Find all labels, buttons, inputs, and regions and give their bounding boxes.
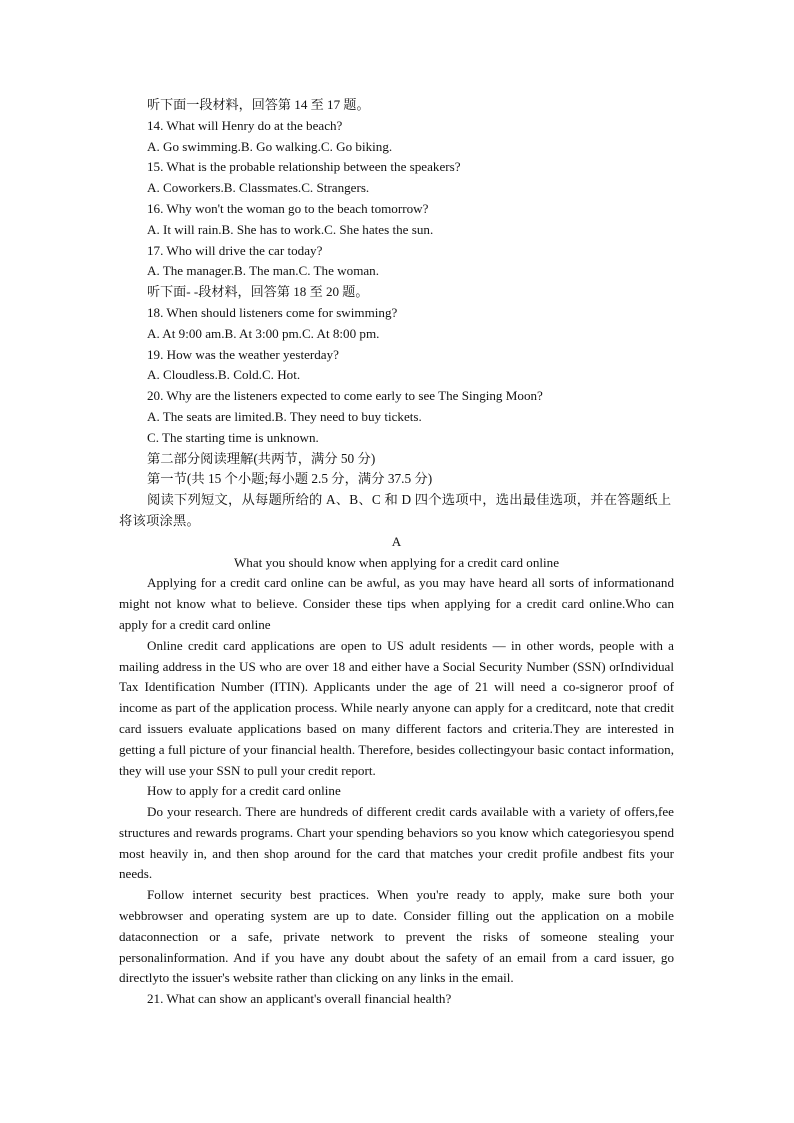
question-16-options: A. It will rain.B. She has to work.C. She hates the sun. bbox=[147, 221, 434, 237]
passage-paragraph-1: Applying for a credit card online can be awful, as you may have heard all sorts of informationand might not know what to believe. Consider these tips when applying for a credit card online.Who can apply for a credit card online bbox=[119, 575, 674, 632]
question-19: 19. How was the weather yesterday? bbox=[147, 346, 339, 362]
question-14: 14. What will Henry do at the beach? bbox=[147, 117, 343, 133]
listening-intro-14-17: 听下面一段材料，回答第 14 至 17 题。 bbox=[147, 97, 370, 112]
reading-section-title: 第一节(共 15 个小题;每小题 2.5 分，满分 37.5 分) bbox=[147, 471, 433, 487]
question-15-options: A. Coworkers.B. Classmates.C. Strangers. bbox=[147, 180, 370, 196]
question-20-options-ab: A. The seats are limited.B. They need to buy tickets. bbox=[147, 408, 422, 424]
passage-paragraph-3: Do your research. There are hundreds of different credit cards available with a variety of offers,fee structures and rewards programs. Chart your spending behaviors so you know which categoriesyou spend most heavily in, and then shop around for the card that matches your credit profile andbest fits your needs. bbox=[119, 804, 674, 882]
passage-title: What you should know when applying for a credit card online bbox=[233, 554, 560, 570]
question-19-options: A. Cloudless.B. Cold.C. Hot. bbox=[147, 367, 301, 383]
question-18-options: A. At 9:00 am.B. At 3:00 pm.C. At 8:00 pm. bbox=[147, 325, 380, 341]
question-17: 17. Who will drive the car today? bbox=[147, 242, 323, 258]
question-18: 18. When should listeners come for swimming? bbox=[147, 304, 398, 320]
reading-part-title: 第二部分阅读理解(共两节，满分 50 分) bbox=[147, 450, 376, 466]
passage-subheading: How to apply for a credit card online bbox=[147, 783, 341, 799]
passage-paragraph-2: Online credit card applications are open to US adult residents — in other words, people with a mailing address in the US who are over 18 and either have a Social Security Number (SSN) orIndividual Tax Identification Number (ITIN). Applicants under the age of 21 will need a co-signeror proof of income as part of the application process. While nearly anyone can apply for a creditcard, note that credit card issuers evaluate applications based on many different factors and criteria.They are interested in getting a full picture of your financial health. Therefore, besides collectingyour basic contact information, they will use your SSN to pull your credit report. bbox=[119, 637, 674, 778]
question-17-options: A. The manager.B. The man.C. The woman. bbox=[147, 263, 380, 279]
listening-intro-18-20: 听下面- -段材料，回答第 18 至 20 题。 bbox=[147, 284, 369, 300]
question-14-options: A. Go swimming.B. Go walking.C. Go biking. bbox=[147, 138, 393, 154]
reading-instructions: 阅读下列短文，从每题所给的 A、B、C 和 D 四个选项中，选出最佳选项，并在答题纸上将该项涂黑。 bbox=[119, 492, 672, 528]
question-15: 15. What is the probable relationship between the speakers? bbox=[147, 159, 461, 175]
question-16: 16. Why won't the woman go to the beach tomorrow? bbox=[147, 200, 429, 216]
passage-paragraph-4: Follow internet security best practices. When you're ready to apply, make sure both your webbrowser and operating system are up to date. Consider filling out the application on a mobile dataconnection or a safe, private network to prevent the risks of someone stealing your personalinformation. And if you have any doubt about the safety of an email from a card issuer, go directlyto the issuer's website rather than clicking on any links in the email. bbox=[119, 887, 674, 986]
page-content bbox=[119, 95, 674, 1010]
question-20-option-c: C. The starting time is unknown. bbox=[147, 429, 319, 445]
question-20: 20. Why are the listeners expected to come early to see The Singing Moon? bbox=[147, 388, 543, 404]
passage-letter: A bbox=[391, 533, 402, 549]
question-21: 21. What can show an applicant's overall financial health? bbox=[147, 991, 452, 1007]
